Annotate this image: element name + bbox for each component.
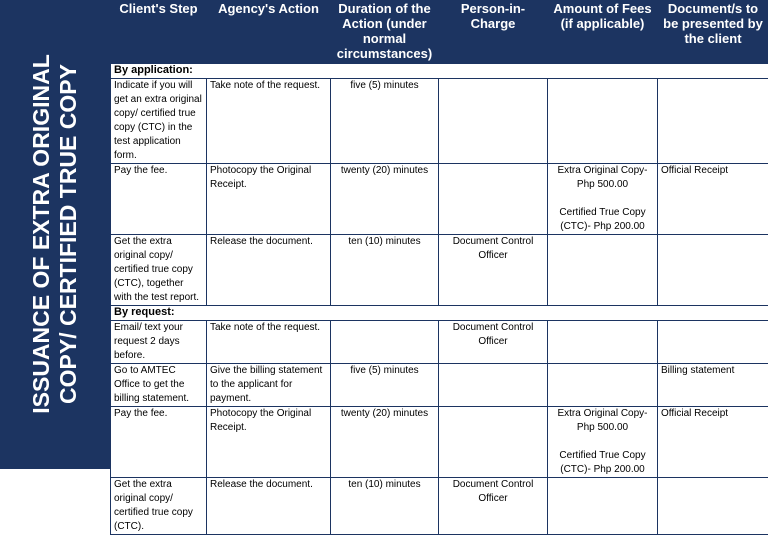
cell-fees	[548, 364, 658, 407]
cell-duration	[331, 321, 439, 364]
cell-duration: ten (10) minutes	[331, 478, 439, 535]
cell-fees	[548, 79, 658, 164]
table-row	[111, 235, 768, 306]
cell-document: Official Receipt	[658, 407, 768, 478]
cell-document	[658, 235, 768, 306]
fee-extra-original: Extra Original Copy- Php 500.00	[551, 164, 654, 192]
cell-document	[658, 79, 768, 164]
cell-step: Go to AMTEC Office to get the billing statement.	[111, 364, 207, 407]
section-label: By request:	[111, 306, 768, 321]
header-row	[111, 1, 768, 64]
cell-fees	[548, 321, 658, 364]
title-line-1: ISSUANCE OF EXTRA ORIGINAL	[28, 0, 55, 469]
fee-extra-original: Extra Original Copy- Php 500.00	[551, 407, 654, 435]
header-agency-action: Agency's Action	[207, 1, 331, 64]
cell-person: Document Control Officer	[439, 478, 548, 535]
section-row-by-application	[111, 64, 768, 79]
sidebar-title-panel	[0, 0, 110, 469]
cell-person	[439, 364, 548, 407]
procedure-table	[110, 0, 768, 535]
cell-step: Pay the fee.	[111, 164, 207, 235]
cell-person: Document Control Officer	[439, 321, 548, 364]
cell-action: Take note of the request.	[207, 79, 331, 164]
table-row	[111, 79, 768, 164]
section-row-by-request	[111, 306, 768, 321]
header-duration: Duration of the Action (under normal circumstances)	[331, 1, 439, 64]
cell-action: Give the billing statement to the applicant for payment.	[207, 364, 331, 407]
cell-fees	[548, 407, 658, 478]
cell-document	[658, 478, 768, 535]
fee-certified-true-copy: Certified True Copy (CTC)- Php 200.00	[551, 206, 654, 234]
section-label: By application:	[111, 64, 768, 79]
table-row	[111, 407, 768, 478]
table-row	[111, 364, 768, 407]
cell-person	[439, 164, 548, 235]
cell-action: Release the document.	[207, 478, 331, 535]
cell-person	[439, 79, 548, 164]
cell-action: Take note of the request.	[207, 321, 331, 364]
cell-duration: ten (10) minutes	[331, 235, 439, 306]
header-documents: Document/s to be presented by the client	[658, 1, 768, 64]
cell-fees	[548, 164, 658, 235]
table-row	[111, 321, 768, 364]
cell-document	[658, 321, 768, 364]
cell-duration: five (5) minutes	[331, 364, 439, 407]
cell-step: Get the extra original copy/ certified true copy (CTC), together with the test report.	[111, 235, 207, 306]
cell-document: Official Receipt	[658, 164, 768, 235]
cell-duration: five (5) minutes	[331, 79, 439, 164]
cell-step: Pay the fee.	[111, 407, 207, 478]
header-person-in-charge: Person-in-Charge	[439, 1, 548, 64]
cell-action: Release the document.	[207, 235, 331, 306]
cell-person: Document Control Officer	[439, 235, 548, 306]
header-amount-of-fees: Amount of Fees (if applicable)	[548, 1, 658, 64]
vertical-title	[28, 0, 82, 469]
cell-duration: twenty (20) minutes	[331, 407, 439, 478]
table-row	[111, 164, 768, 235]
header-clients-step: Client's Step	[111, 1, 207, 64]
title-line-2: COPY/ CERTIFIED TRUE COPY	[55, 0, 82, 469]
cell-fees	[548, 235, 658, 306]
cell-person	[439, 407, 548, 478]
cell-action: Photocopy the Original Receipt.	[207, 407, 331, 478]
cell-step: Email/ text your request 2 days before.	[111, 321, 207, 364]
cell-fees	[548, 478, 658, 535]
cell-action: Photocopy the Original Receipt.	[207, 164, 331, 235]
cell-duration: twenty (20) minutes	[331, 164, 439, 235]
cell-document: Billing statement	[658, 364, 768, 407]
fee-certified-true-copy: Certified True Copy (CTC)- Php 200.00	[551, 449, 654, 477]
cell-step: Get the extra original copy/ certified true copy (CTC).	[111, 478, 207, 535]
table-row	[111, 478, 768, 535]
cell-step: Indicate if you will get an extra original copy/ certified true copy (CTC) in the test application form.	[111, 79, 207, 164]
